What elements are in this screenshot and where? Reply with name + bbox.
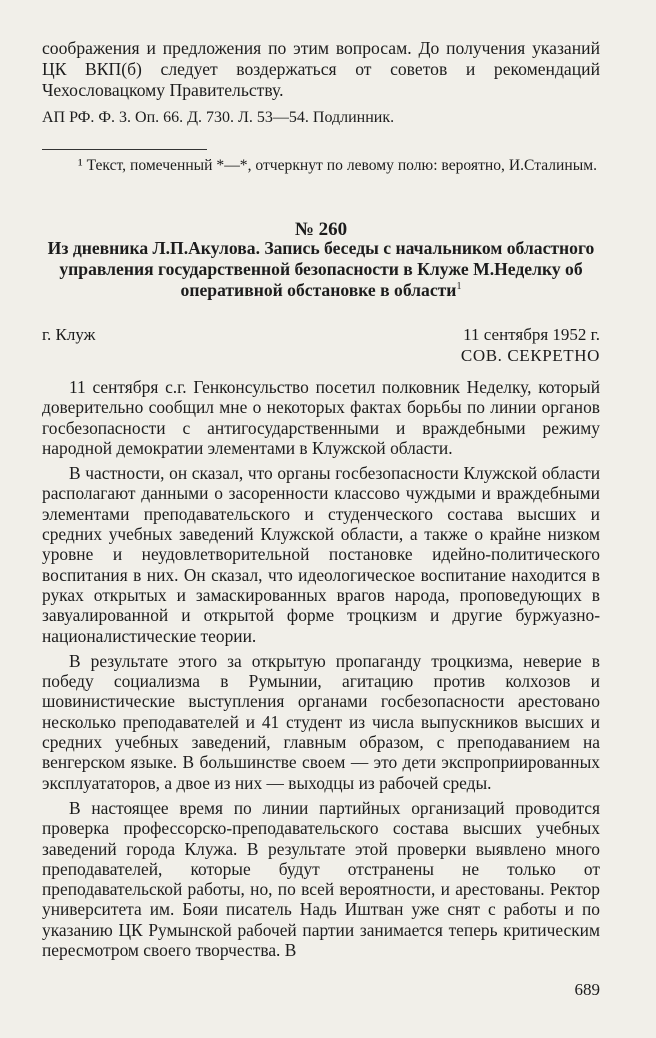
body-paragraph: В настоящее время по линии партийных организаций проводится проверка профессорско-преподавательского состава высших учебных заведений города Клужа. В результате этой проверки выявлено много преподавателей, которые будут отстранены не только от преподавательской работы, но, по всей вероятности, и арестованы. Ректор университета им. Бояи писатель Надь Иштван уже снят с работы и по указанию ЦК Румынской рабочей партии занимается теперь критическим пересмотром своего творчества. В xyxy=(42,797,600,961)
classification-label: СОВ. СЕКРЕТНО xyxy=(460,346,600,365)
document-title-text: Из дневника Л.П.Акулова. Запись беседы с начальником областного управления государственной безопасности в Клуже М.Неделку об оперативной обстановке в области xyxy=(47,238,595,300)
document-number: № 260 xyxy=(294,219,348,240)
page-number: 689 xyxy=(574,980,600,999)
body-paragraph: В результате этого за открытую пропаганду троцкизма, неверие в победу социализма в Румынии, агитацию против колхозов и шовинистические выступления органами госбезопасности арестовано несколько преподавателей и 41 студент из числа выпускников высших и средних учебных заведений, главным образом, с преподаванием на венгерском языке. В большинстве своем — это дети экспроприированных эксплуататоров, а двое из них — выходцы из рабочей среды. xyxy=(42,650,600,793)
intro-paragraph: соображения и предложения по этим вопросам. До получения указаний ЦК ВКП(б) следует воздержаться от советов и рекомендаций Чехословацкому Правительству. xyxy=(42,38,600,100)
body-paragraph: В частности, он сказал, что органы госбезопасности Клужской области располагают данными о засоренности классово чуждыми и враждебными элементами преподавательского и студенческого состава высших и средних учебных заведений Клужской области, а также о крайне низком уровне и неудовлетворительной постановке идейно-политического воспитания в них. Он сказал, что идеологическое воспитание находится в руках открытых и замаскированных врагов народа, проповедующих в завуалированной и открытой форме троцкизм и другие буржуазно-националистические теории. xyxy=(42,463,600,646)
document-date: 11 сентября 1952 г. xyxy=(463,325,600,344)
footnote-divider xyxy=(42,149,207,150)
footnote: ¹ Текст, помеченный *—*, отчеркнут по левому полю: вероятно, И.Сталиным. xyxy=(78,157,597,174)
document-place: г. Клуж xyxy=(42,325,96,344)
document-body xyxy=(42,377,600,965)
body-paragraph: 11 сентября с.г. Генконсульство посетил полковник Неделку, который доверительно сообщил мне о некоторых фактах борьбы по линии органов госбезопасности с антигосударственными и враждебными режиму народной демократии элементами в Клужской области. xyxy=(42,377,600,458)
title-footnote-mark: 1 xyxy=(456,281,462,293)
document-title xyxy=(42,238,600,301)
archive-source: АП РФ. Ф. 3. Оп. 66. Д. 730. Л. 53—54. Подлинник. xyxy=(42,109,395,126)
